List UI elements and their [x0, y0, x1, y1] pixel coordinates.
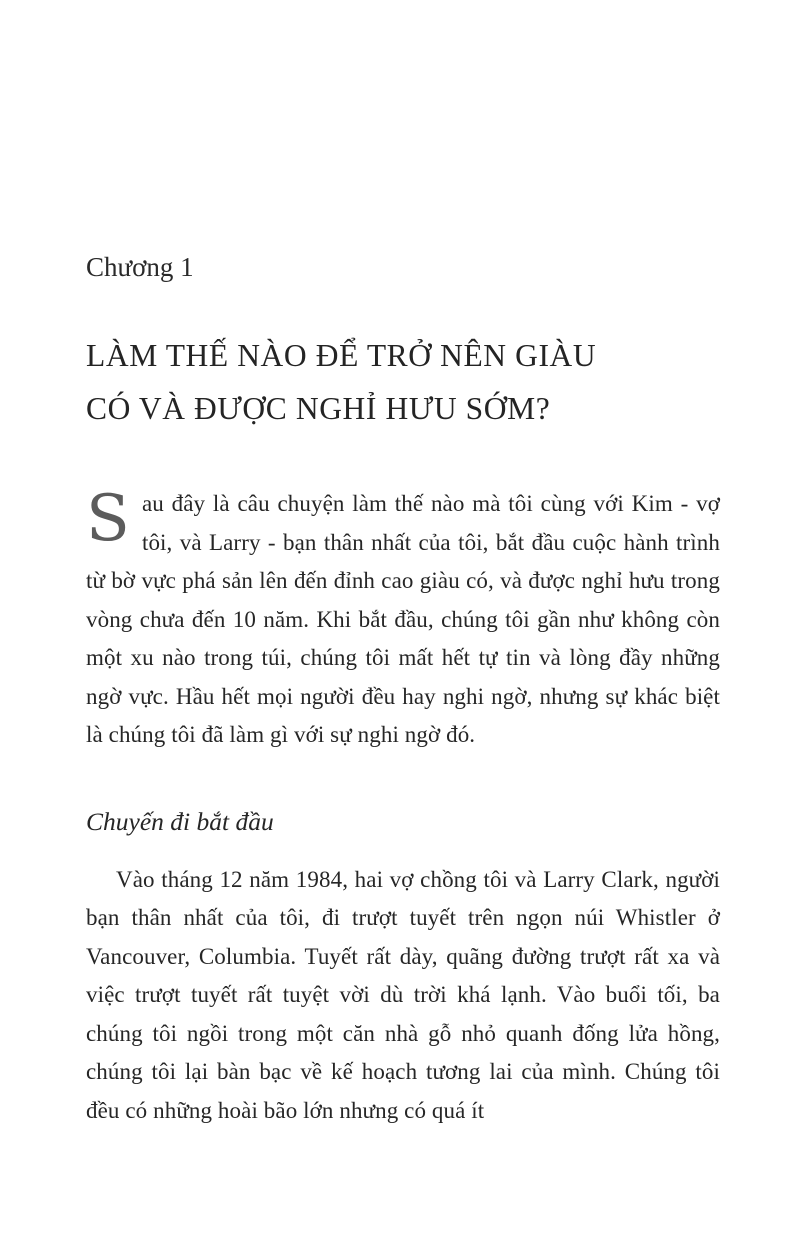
chapter-title [86, 329, 720, 435]
opening-paragraph-text: au đây là câu chuyện làm thế nào mà tôi cùng với Kim - vợ tôi, và Larry - bạn thân nhất của tôi, bắt đầu cuộc hành trình từ bờ vực phá sản lên đến đỉnh cao giàu có, và được nghỉ hưu trong vòng chưa đến 10 năm. Khi bắt đầu, chúng tôi gần như không còn một xu nào trong túi, chúng tôi mất hết tự tin và lòng đầy những ngờ vực. Hầu hết mọi người đều hay nghi ngờ, nhưng sự khác biệt là chúng tôi đã làm gì với sự nghi ngờ đó. [86, 491, 720, 747]
chapter-title-line-2: CÓ VÀ ĐƯỢC NGHỈ HƯU SỚM? [86, 391, 551, 426]
chapter-title-line-1: LÀM THẾ NÀO ĐỂ TRỞ NÊN GIÀU [86, 338, 597, 373]
section-heading: Chuyến đi bắt đầu [86, 806, 274, 836]
drop-cap: S [86, 482, 130, 556]
opening-paragraph [86, 482, 720, 755]
chapter-label: Chương 1 [86, 252, 194, 282]
second-paragraph: Vào tháng 12 năm 1984, hai vợ chồng tôi và Larry Clark, người bạn thân nhất của tôi, đi trượt tuyết trên ngọn núi Whistler ở Vancouver, Columbia. Tuyết rất dày, quãng đường trượt rất xa và việc trượt tuyết rất tuyệt vời dù trời khá lạnh. Vào buổi tối, ba chúng tôi ngồi trong một căn nhà gỗ nhỏ quanh đống lửa hồng, chúng tôi lại bàn bạc về kế hoạch tương lai của mình. Chúng tôi đều có những hoài bão lớn nhưng có quá ít [86, 866, 720, 1123]
